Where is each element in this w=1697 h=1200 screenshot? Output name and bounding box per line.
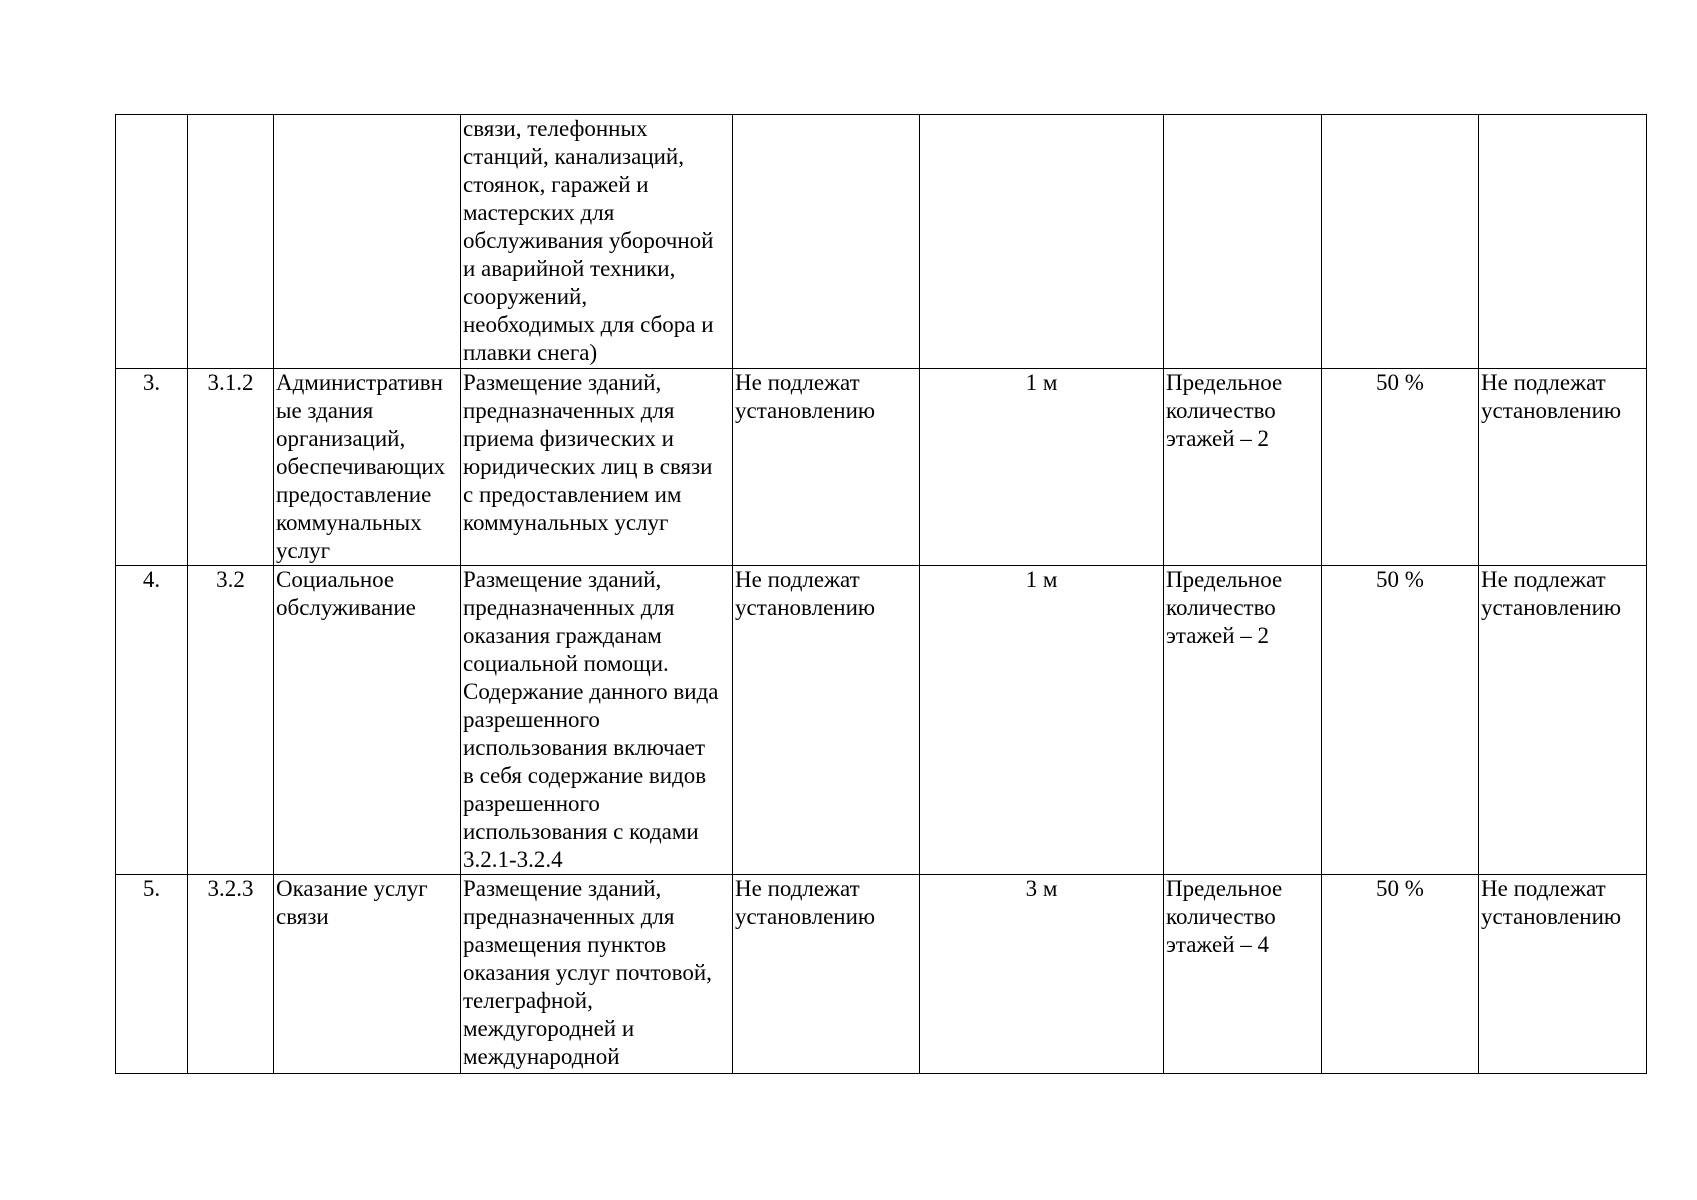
col6-value: 1 м: [1025, 567, 1058, 592]
col7-value: Предельное количество этажей – 2: [1166, 370, 1283, 451]
col9-value: Не подлежат установлению: [1481, 876, 1622, 929]
table-row: [116, 115, 1647, 369]
col7-cell: [1164, 369, 1322, 566]
table-row: [116, 875, 1647, 1074]
col9-cell: [1479, 369, 1647, 566]
col9-value: Не подлежат установлению: [1481, 567, 1622, 620]
col5-cell: [733, 566, 920, 875]
col5-value: Не подлежат установлению: [735, 370, 876, 423]
col6-value: 3 м: [1025, 876, 1058, 901]
use-description: Размещение зданий, предназначенных для приема физических и юридических лиц в связи с предоставлением им коммунальных услуг: [463, 370, 713, 535]
row-number-cell: [116, 369, 188, 566]
col8-value: 50 %: [1376, 876, 1424, 901]
use-name: Оказание услуг связи: [276, 876, 428, 929]
name-cell: [274, 115, 461, 369]
use-code: 3.2.3: [207, 876, 254, 901]
row-number: 5.: [142, 876, 161, 901]
description-cell: [461, 369, 733, 566]
col8-value: 50 %: [1376, 370, 1424, 395]
name-cell: [274, 566, 461, 875]
use-name: Административн ые здания организаций, обеспечивающих предоставление коммунальных услуг: [276, 370, 446, 563]
code-cell: [188, 369, 274, 566]
code-cell: [188, 566, 274, 875]
row-number-cell: [116, 115, 188, 369]
code-cell: [188, 115, 274, 369]
col5-cell: [733, 369, 920, 566]
col8-value: 50 %: [1376, 567, 1424, 592]
name-cell: [274, 369, 461, 566]
col7-value: Предельное количество этажей – 4: [1166, 876, 1283, 957]
col9-value: Не подлежат установлению: [1481, 370, 1622, 423]
col5-cell: [733, 875, 920, 1074]
col9-cell: [1479, 115, 1647, 369]
name-cell: [274, 875, 461, 1074]
col5-value: Не подлежат установлению: [735, 567, 876, 620]
row-number-cell: [116, 875, 188, 1074]
land-use-table: [115, 114, 1647, 1074]
row-number: 4.: [142, 567, 161, 592]
col7-value: Предельное количество этажей – 2: [1166, 567, 1283, 648]
code-cell: [188, 875, 274, 1074]
col6-cell: [920, 566, 1164, 875]
col7-cell: [1164, 115, 1322, 369]
description-cell: [461, 875, 733, 1074]
col8-cell: [1322, 566, 1479, 875]
col7-cell: [1164, 566, 1322, 875]
description-cell: [461, 115, 733, 369]
row-number: 3.: [142, 370, 161, 395]
use-description: связи, телефонных станций, канализаций, стоянок, гаражей и мастерских для обслуживания уборочной и аварийной техники, сооружений, необходимых для сбора и плавки снега): [463, 116, 714, 365]
use-name: Социальное обслуживание: [276, 567, 416, 620]
col9-cell: [1479, 875, 1647, 1074]
use-description: Размещение зданий, предназначенных для оказания гражданам социальной помощи. Содержание данного вида разрешенного использования включает в себя содержание видов разрешенного использования с кодами 3.2.1-3.2.4: [463, 567, 719, 872]
col8-cell: [1322, 875, 1479, 1074]
table-row: [116, 369, 1647, 566]
col7-cell: [1164, 875, 1322, 1074]
use-description: Размещение зданий, предназначенных для размещения пунктов оказания услуг почтовой, телеграфной, междугородней и международной: [463, 876, 712, 1069]
col6-cell: [920, 369, 1164, 566]
table-row: [116, 566, 1647, 875]
row-number-cell: [116, 566, 188, 875]
col8-cell: [1322, 115, 1479, 369]
col5-value: Не подлежат установлению: [735, 876, 876, 929]
col6-value: 1 м: [1025, 370, 1058, 395]
col6-cell: [920, 115, 1164, 369]
col9-cell: [1479, 566, 1647, 875]
col5-cell: [733, 115, 920, 369]
use-code: 3.2: [216, 567, 245, 592]
col8-cell: [1322, 369, 1479, 566]
col6-cell: [920, 875, 1164, 1074]
description-cell: [461, 566, 733, 875]
use-code: 3.1.2: [207, 370, 254, 395]
